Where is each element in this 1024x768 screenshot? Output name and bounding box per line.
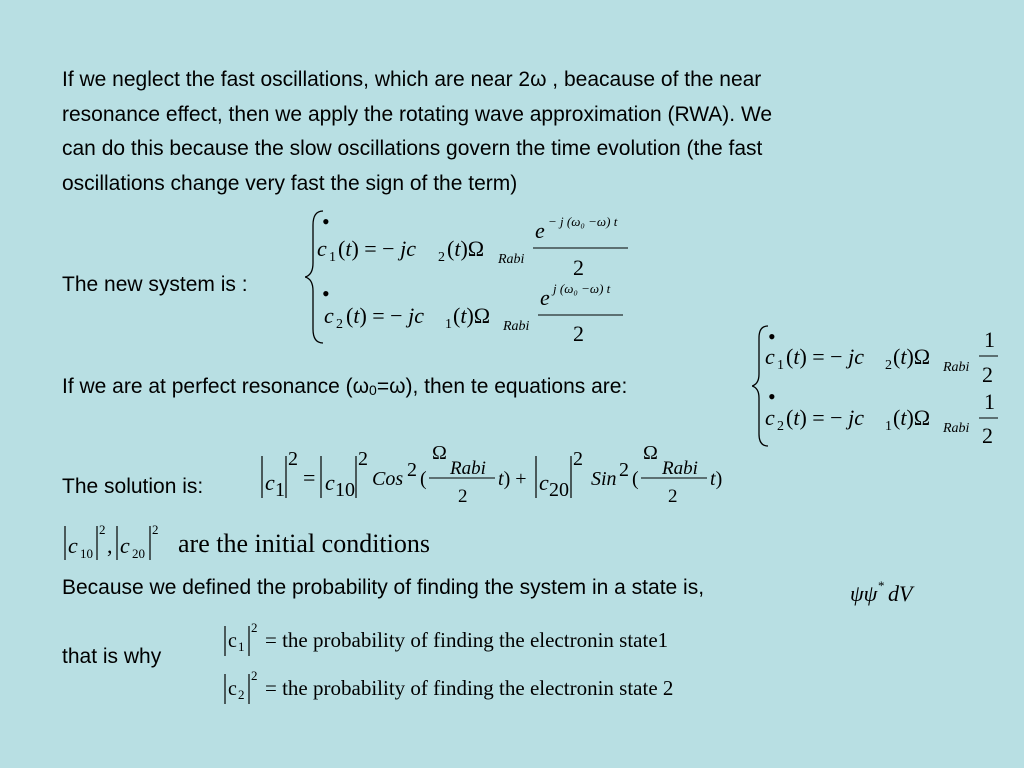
eq1-denominator: 2	[573, 255, 584, 280]
psi-star: *	[878, 578, 885, 593]
ic-c10: c	[68, 533, 78, 558]
sol-c1-sub: 1	[275, 479, 285, 501]
ic-pow1: 2	[99, 522, 106, 537]
pd-pow2: 2	[251, 668, 258, 683]
sol-c10-pow: 2	[358, 448, 368, 470]
pd-line1: = the probability of finding the electronin state1	[265, 628, 669, 652]
ic-c20-sub: 20	[132, 546, 145, 561]
pd-c1: c	[228, 630, 237, 652]
eq1-sub2: 2	[438, 250, 445, 265]
eq3-den: 2	[982, 362, 993, 387]
sol-t1: t) +	[498, 468, 527, 490]
intro-line-3: can do this because the slow oscillations govern the time evolution (the fast	[62, 137, 763, 160]
eq1-e: e	[535, 218, 545, 243]
ic-comma: ,	[107, 533, 113, 558]
eq2-sub2: 1	[445, 317, 452, 332]
sol-t2: t)	[710, 468, 723, 490]
eq3-t2: (t)Ω	[893, 344, 931, 369]
ic-c20: c	[120, 533, 130, 558]
eq1-c: c	[317, 236, 327, 261]
eq4-num: 1	[984, 389, 995, 414]
sol-c10: c	[325, 470, 335, 495]
eq1-exponent: − j (ω₀ −ω) t	[548, 214, 618, 229]
eq2-c: c	[324, 303, 334, 328]
initial-conditions	[60, 520, 470, 568]
pd-c2-sub: 2	[238, 687, 245, 702]
sol-paren1: (	[420, 468, 427, 490]
dot-4: •	[768, 384, 776, 409]
rwa-system-equations	[305, 205, 645, 350]
eq2-t2: (t)Ω	[453, 303, 491, 328]
sol-c10-sub: 10	[335, 479, 355, 501]
sol-equals: =	[303, 465, 316, 490]
eq1-t2: (t)Ω	[447, 236, 485, 261]
pd-pow1: 2	[251, 620, 258, 635]
intro-paragraph	[62, 63, 962, 201]
sol-rabi2: Rabi	[662, 458, 698, 479]
system-brace	[305, 211, 323, 343]
intro-line-2: resonance effect, then we apply the rotating wave approximation (RWA). We	[62, 102, 773, 126]
sol-omega1: Ω	[432, 442, 447, 464]
eq3-c: c	[765, 344, 775, 369]
resonance-label	[62, 370, 627, 408]
system-label: The new system is :	[62, 273, 248, 296]
eq4-den: 2	[982, 423, 993, 448]
eq3-num: 1	[984, 327, 995, 352]
sol-sin-pow: 2	[619, 459, 629, 481]
eq1-rabi: Rabi	[498, 252, 525, 267]
probability-label: Because we defined the probability of finding the system in a state is,	[62, 576, 705, 599]
psi-text: ψψ	[850, 581, 878, 606]
solution-label: The solution is:	[62, 475, 204, 498]
sol-den2: 2	[668, 486, 678, 507]
resonance-label-end: =ω), then te equations are:	[376, 375, 628, 398]
eq2-denominator: 2	[573, 321, 584, 346]
eq1-t-group: (t) = − jc	[338, 236, 416, 261]
eq4-c: c	[765, 405, 775, 430]
sol-cos-pow: 2	[407, 459, 417, 481]
ic-text: are the initial conditions	[178, 529, 430, 558]
sol-c1-pow: 2	[288, 448, 298, 470]
resonance-system-equations	[752, 322, 1007, 452]
eq4-sub2: 1	[885, 419, 892, 434]
eq1-sub: 1	[329, 250, 336, 265]
eq2-e: e	[540, 285, 550, 310]
psi-expression	[848, 574, 928, 608]
why-label: that is why	[62, 645, 162, 668]
solution-equation	[255, 440, 735, 510]
dot-1: •	[322, 209, 330, 234]
eq4-t2: (t)Ω	[893, 405, 931, 430]
eq4-sub: 2	[777, 419, 784, 434]
pd-line2: = the probability of finding the electronin state 2	[265, 676, 674, 700]
eq3-sub: 1	[777, 358, 784, 373]
eq3-sub2: 2	[885, 358, 892, 373]
intro-line-4: oscillations change very fast the sign of the term)	[62, 171, 518, 195]
sol-den1: 2	[458, 486, 468, 507]
eq4-rabi: Rabi	[943, 421, 970, 436]
sol-cos: Cos	[372, 468, 404, 490]
psi-dv: dV	[888, 581, 913, 606]
eq2-exponent: j (ω₀ −ω) t	[553, 281, 611, 296]
sol-c1: c	[265, 470, 275, 495]
sol-c20-sub: 20	[549, 479, 569, 501]
sol-c20-pow: 2	[573, 448, 583, 470]
eq2-t-group: (t) = − jc	[346, 303, 424, 328]
resonance-subscript: 0	[369, 382, 377, 398]
ic-pow2: 2	[152, 522, 159, 537]
dot-2: •	[322, 281, 330, 306]
eq3-rabi: Rabi	[943, 360, 970, 375]
dot-3: •	[768, 324, 776, 349]
sol-paren2: (	[632, 468, 639, 490]
eq2-sub: 2	[336, 317, 343, 332]
eq4-t-group: (t) = − jc	[786, 405, 864, 430]
probability-definitions	[220, 618, 760, 718]
sol-c20: c	[539, 470, 549, 495]
intro-line-1: If we neglect the fast oscillations, which are near 2ω , beacause of the near	[62, 68, 762, 91]
sol-rabi1: Rabi	[450, 458, 486, 479]
eq2-rabi: Rabi	[503, 319, 530, 334]
pd-c2: c	[228, 678, 237, 700]
eq3-t-group: (t) = − jc	[786, 344, 864, 369]
ic-c10-sub: 10	[80, 546, 93, 561]
resonance-label-start: If we are at perfect resonance (ω	[62, 375, 370, 398]
pd-c1-sub: 1	[238, 639, 245, 654]
sol-omega2: Ω	[643, 442, 658, 464]
sol-sin: Sin	[591, 468, 617, 490]
